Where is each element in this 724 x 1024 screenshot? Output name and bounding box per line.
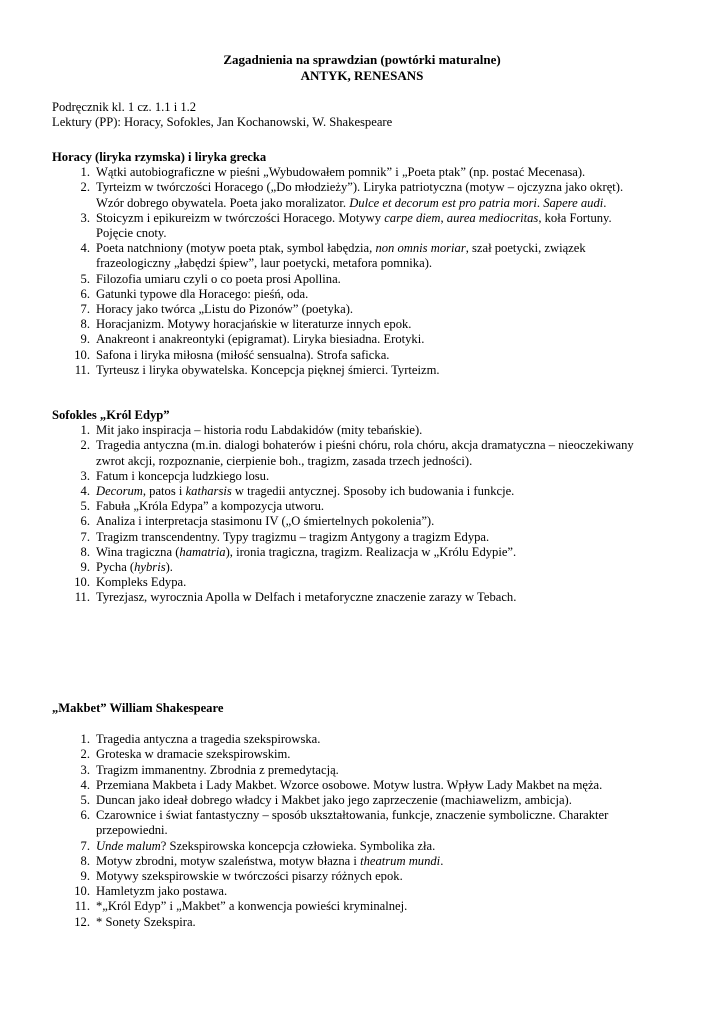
- italic-term: non omnis moriar: [375, 241, 466, 256]
- item-text: ,: [440, 210, 447, 225]
- section-heading: Sofokles „Król Edyp”: [52, 408, 170, 422]
- item-line: [96, 226, 692, 241]
- item-number: 5.: [80, 793, 90, 808]
- list-item: [52, 302, 692, 317]
- item-number: 10.: [74, 575, 90, 590]
- item-text: Fatum i koncepcja ludzkiego losu.: [96, 468, 270, 483]
- item-text: Tragedia antyczna a tragedia szekspirowska.: [96, 732, 321, 747]
- item-number: 6.: [80, 514, 90, 529]
- document-title: [0, 52, 724, 84]
- list-item: [52, 165, 692, 180]
- item-line: [96, 732, 692, 747]
- item-number: 7.: [80, 302, 90, 317]
- item-text: Wina tragiczna (: [96, 544, 180, 559]
- italic-term: Dulce et decorum est pro patria mori: [349, 195, 537, 210]
- section-makbet: [52, 701, 692, 930]
- list-item: [52, 839, 692, 854]
- item-line: [96, 363, 692, 378]
- list-item: [52, 241, 692, 271]
- item-line: [96, 256, 692, 271]
- italic-term: carpe diem: [384, 210, 441, 225]
- item-text: Mit jako inspiracja – historia rodu Labdakidów (mity tebańskie).: [96, 423, 423, 438]
- item-text: *„Król Edyp” i „Makbet” a konwencja powieści kryminalnej.: [96, 899, 408, 914]
- item-line: [96, 793, 692, 808]
- list-item: [52, 808, 692, 838]
- list-item: [52, 560, 692, 575]
- list-item: [52, 348, 692, 363]
- list-item: [52, 778, 692, 793]
- item-line: [96, 899, 692, 914]
- item-text: .: [536, 195, 544, 210]
- item-line: [96, 869, 692, 884]
- list-item: [52, 423, 692, 438]
- item-line: [96, 180, 692, 195]
- list-item: [52, 211, 692, 241]
- item-text: * Sonety Szekspira.: [96, 914, 196, 929]
- section-heading: Horacy (liryka rzymska) i liryka grecka: [52, 150, 267, 164]
- list-item: [52, 317, 692, 332]
- item-number: 1.: [80, 732, 90, 747]
- item-number: 2.: [80, 747, 90, 762]
- item-line: [96, 484, 692, 499]
- list-item: [52, 763, 692, 778]
- item-text: Tyrteizm w twórczości Horacego („Do młodzieży”). Liryka patriotyczna (motyw – ojczyzna jako okręt).: [96, 180, 624, 195]
- item-number: 4.: [80, 484, 90, 499]
- section-sofokles: [52, 408, 692, 606]
- title-line-2: ANTYK, RENESANS: [300, 68, 424, 83]
- list-item: [52, 530, 692, 545]
- item-text: ), ironia tragiczna, tragizm. Realizacja w „Królu Edypie”.: [225, 544, 517, 559]
- item-text: Horacjanizm. Motywy horacjańskie w literaturze innych epok.: [96, 317, 412, 332]
- item-text: , patos i: [142, 484, 186, 499]
- item-text: Przemiana Makbeta i Lady Makbet. Wzorce osobowe. Motyw lustra. Wpływ Lady Makbet na męża.: [96, 777, 603, 792]
- item-text: Tragizm transcendentny. Typy tragizmu – tragizm Antygony a tragizm Edypa.: [96, 529, 490, 544]
- item-number: 9.: [80, 560, 90, 575]
- item-line: [96, 438, 692, 453]
- item-line: [96, 854, 692, 869]
- item-line: [96, 272, 692, 287]
- item-text: Motyw zbrodni, motyw szaleństwa, motyw błazna i: [96, 853, 361, 868]
- item-text: Pycha (: [96, 560, 135, 575]
- item-number: 8.: [80, 317, 90, 332]
- item-line: [96, 332, 692, 347]
- list-item: [52, 869, 692, 884]
- item-text: Duncan jako ideał dobrego władcy i Makbet jako jego zaprzeczenie (machiawelizm, ambicja).: [96, 793, 572, 808]
- italic-term: aurea mediocritas: [446, 210, 539, 225]
- textbook-info: Podręcznik kl. 1 cz. 1.1 i 1.2: [52, 100, 197, 114]
- item-number: 4.: [80, 241, 90, 256]
- list-item: [52, 747, 692, 762]
- item-line: [96, 884, 692, 899]
- list-item: [52, 484, 692, 499]
- item-line: [96, 514, 692, 529]
- item-text: Filozofia umiaru czyli o co poeta prosi Apollina.: [96, 271, 341, 286]
- item-line: [96, 530, 692, 545]
- list-item: [52, 732, 692, 747]
- item-line: [96, 454, 692, 469]
- item-line: [96, 211, 692, 226]
- item-number: 2.: [80, 180, 90, 195]
- item-line: [96, 469, 692, 484]
- item-number: 3.: [80, 468, 90, 483]
- item-text: , koła Fortuny.: [538, 210, 612, 225]
- list-item: [52, 575, 692, 590]
- list-item: [52, 272, 692, 287]
- item-text: Safona i liryka miłosna (miłość sensualna). Strofa saficka.: [96, 347, 390, 362]
- item-text: Czarownice i świat fantastyczny – sposób ukształtowania, funkcje, znaczenie symboliczne. Charakter: [96, 808, 609, 823]
- list-item: [52, 899, 692, 914]
- item-number: 11.: [74, 362, 90, 377]
- item-line: [96, 165, 692, 180]
- item-text: , szał poetycki, związek: [465, 241, 586, 256]
- item-number: 9.: [80, 332, 90, 347]
- item-line: [96, 560, 692, 575]
- item-number: 7.: [80, 838, 90, 853]
- list-item: [52, 438, 692, 468]
- item-line: [96, 348, 692, 363]
- item-number: 5.: [80, 271, 90, 286]
- italic-term: Unde malum: [96, 838, 161, 853]
- item-line: [96, 590, 692, 605]
- item-text: Tyrteusz i liryka obywatelska. Koncepcja pięknej śmierci. Tyrteizm.: [96, 362, 440, 377]
- item-line: [96, 763, 692, 778]
- item-text: Tyrezjasz, wyrocznia Apolla w Delfach i metaforyczne znaczenie zarazy w Tebach.: [96, 590, 517, 605]
- item-text: Poeta natchniony (motyw poeta ptak, symbol łabędzia,: [96, 241, 376, 256]
- item-line: [96, 839, 692, 854]
- section-heading: „Makbet” William Shakespeare: [52, 701, 224, 715]
- item-text: Motywy szekspirowskie w twórczości pisarzy różnych epok.: [96, 869, 403, 884]
- item-number: 5.: [80, 499, 90, 514]
- list-item: [52, 514, 692, 529]
- item-line: [96, 196, 692, 211]
- item-number: 11.: [74, 590, 90, 605]
- item-number: 10.: [74, 884, 90, 899]
- item-number: 9.: [80, 869, 90, 884]
- list-item: [52, 545, 692, 560]
- item-text: zwrot akcji, rozpoznanie, cierpienie boh., tragizm, zasada trzech jedności).: [96, 453, 473, 468]
- title-line-1: Zagadnienia na sprawdzian (powtórki maturalne): [223, 52, 501, 67]
- list-item: [52, 363, 692, 378]
- item-text: Kompleks Edypa.: [96, 575, 187, 590]
- list-item: [52, 884, 692, 899]
- item-text: ? Szekspirowska koncepcja człowieka. Symbolika zła.: [160, 838, 436, 853]
- list-item: [52, 915, 692, 930]
- item-line: [96, 499, 692, 514]
- item-line: [96, 287, 692, 302]
- item-number: 1.: [80, 423, 90, 438]
- italic-term: hamatria: [179, 544, 226, 559]
- item-text: Anakreont i anakreontyki (epigramat). Liryka biesiadna. Erotyki.: [96, 332, 425, 347]
- item-text: frazeologiczny „łabędzi śpiew”, laur poetycki, metafora pomnika).: [96, 256, 433, 271]
- list-item: [52, 287, 692, 302]
- item-text: Tragizm immanentny. Zbrodnia z premedytacją.: [96, 762, 339, 777]
- item-text: Wątki autobiograficzne w pieśni „Wybudowałem pomnik” i „Poeta ptak” (np. postać Mecenasa).: [96, 165, 586, 180]
- topic-list: [52, 423, 692, 605]
- italic-term: hybris: [134, 560, 166, 575]
- list-item: [52, 180, 692, 210]
- document-meta: [52, 100, 672, 130]
- item-number: 8.: [80, 853, 90, 868]
- topic-list: [52, 165, 692, 378]
- list-item: [52, 854, 692, 869]
- item-number: 1.: [80, 165, 90, 180]
- item-number: 10.: [74, 347, 90, 362]
- topic-list: [52, 732, 692, 930]
- item-number: 7.: [80, 529, 90, 544]
- item-text: Horacy jako twórca „Listu do Pizonów” (poetyka).: [96, 302, 354, 317]
- item-line: [96, 241, 692, 256]
- item-line: [96, 915, 692, 930]
- item-text: .: [603, 195, 607, 210]
- item-line: [96, 778, 692, 793]
- item-text: Groteska w dramacie szekspirowskim.: [96, 747, 291, 762]
- item-text: Pojęcie cnoty.: [96, 226, 167, 241]
- item-text: Fabuła „Króla Edypa” a kompozycja utworu.: [96, 499, 325, 514]
- item-number: 6.: [80, 808, 90, 823]
- readings-info: Lektury (PP): Horacy, Sofokles, Jan Kochanowski, W. Shakespeare: [52, 115, 393, 130]
- item-text: Gatunki typowe dla Horacego: pieśń, oda.: [96, 286, 309, 301]
- item-text: Stoicyzm i epikureizm w twórczości Horacego. Motywy: [96, 210, 385, 225]
- list-item: [52, 499, 692, 514]
- item-number: 3.: [80, 762, 90, 777]
- item-line: [96, 823, 692, 838]
- item-line: [96, 423, 692, 438]
- italic-term: Decorum: [96, 484, 143, 499]
- item-text: Analiza i interpretacja stasimonu IV („O śmiertelnych pokolenia”).: [96, 514, 435, 529]
- item-text: Tragedia antyczna (m.in. dialogi bohaterów i pieśni chóru, rola chóru, akcja dramatyczna – nieoczekiwany: [96, 438, 634, 453]
- italic-term: Sapere audi: [543, 195, 604, 210]
- item-number: 6.: [80, 286, 90, 301]
- item-line: [96, 747, 692, 762]
- item-text: ).: [165, 560, 173, 575]
- item-line: [96, 808, 692, 823]
- item-text: Hamletyzm jako postawa.: [96, 884, 228, 899]
- list-item: [52, 469, 692, 484]
- italic-term: katharsis: [185, 484, 232, 499]
- item-number: 4.: [80, 777, 90, 792]
- item-line: [96, 575, 692, 590]
- item-text: .: [440, 853, 444, 868]
- item-number: 11.: [74, 899, 90, 914]
- italic-term: theatrum mundi: [360, 853, 441, 868]
- item-text: Wzór dobrego obywatela. Poeta jako moralizator.: [96, 195, 350, 210]
- item-line: [96, 545, 692, 560]
- list-item: [52, 332, 692, 347]
- list-item: [52, 590, 692, 605]
- item-text: w tragedii antycznej. Sposoby ich budowania i funkcje.: [231, 484, 515, 499]
- item-number: 8.: [80, 544, 90, 559]
- section-horacy: [52, 150, 692, 378]
- item-line: [96, 317, 692, 332]
- item-number: 2.: [80, 438, 90, 453]
- item-number: 3.: [80, 210, 90, 225]
- item-text: przepowiedni.: [96, 823, 168, 838]
- list-item: [52, 793, 692, 808]
- item-line: [96, 302, 692, 317]
- item-number: 12.: [74, 914, 90, 929]
